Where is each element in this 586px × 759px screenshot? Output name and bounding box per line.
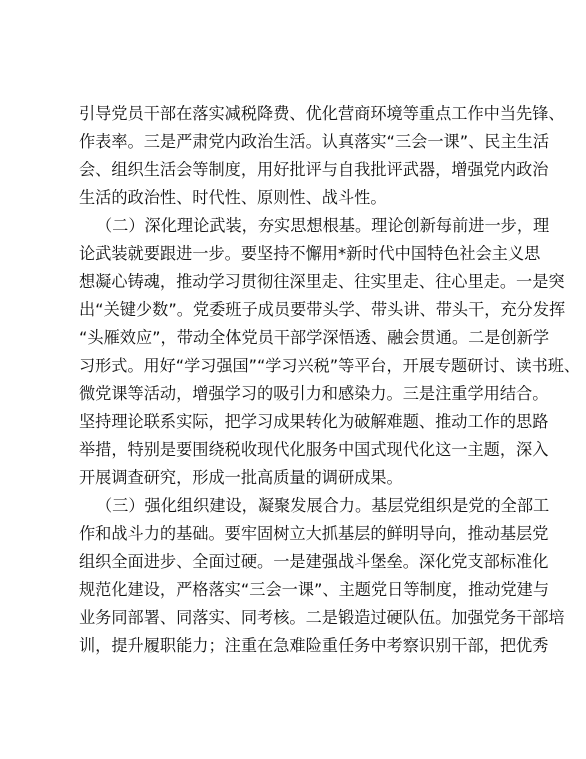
text-line: 开展调查研究，形成一批高质量的调研成果。 — [79, 468, 403, 487]
text-line: 生活的政治性、时代性、原则性、战斗性。 — [79, 188, 387, 207]
text-line: 想凝心铸魂，推动学习贯彻往深里走、往实里走、往心里走。一是突 — [79, 272, 565, 291]
text-line: 微党课等活动，增强学习的吸引力和感染力。三是注重学用结合。 — [79, 384, 549, 403]
text-line: 作表率。三是严肃党内政治生活。认真落实“三会一课”、民主生活 — [79, 132, 550, 151]
text-line: 业务同部署、同落实、同考核。二是锻造过硬队伍。加强党务干部培 — [79, 608, 565, 627]
text-line: 规范化建设，严格落实“三会一课”、主题党日等制度，推动党建与 — [79, 580, 550, 599]
text-line: 会、组织生活会等制度，用好批评与自我批评武器，增强党内政治 — [79, 160, 549, 179]
text-line: 作和战斗力的基础。要牢固树立大抓基层的鲜明导向，推动基层党 — [79, 524, 549, 543]
text-line: 组织全面进步、全面过硬。一是建强战斗堡垒。深化党支部标准化 — [79, 552, 549, 571]
text-line: 坚持理论联系实际，把学习成果转化为破解难题、推动工作的思路 — [79, 412, 549, 431]
text-line: 论武装就要跟进一步。要坚持不懈用*新时代中国特色社会主义思 — [79, 244, 541, 263]
text-line: “头雁效应”，带动全体党员干部学深悟透、融会贯通。二是创新学 — [79, 328, 550, 347]
text-line: 出“关键少数”。党委班子成员要带头学、带头讲、带头干，充分发挥 — [79, 300, 566, 319]
section-heading-line: （二）深化理论武装，夯实思想根基。理论创新每前进一步，理 — [96, 216, 550, 235]
section-heading-line: （三）强化组织建设，凝聚发展合力。基层党组织是党的全部工 — [96, 496, 550, 515]
text-line: 习形式。用好“学习强国”“学习兴税”等平台，开展专题研讨、读书班、 — [79, 356, 581, 375]
text-line: 举措，特别是要围绕税收现代化服务中国式现代化这一主题，深入 — [79, 440, 549, 459]
text-line: 训，提升履职能力；注重在急难险重任务中考察识别干部，把优秀 — [79, 636, 549, 655]
text-line: 引导党员干部在落实减税降费、优化营商环境等重点工作中当先锋、 — [79, 104, 565, 123]
